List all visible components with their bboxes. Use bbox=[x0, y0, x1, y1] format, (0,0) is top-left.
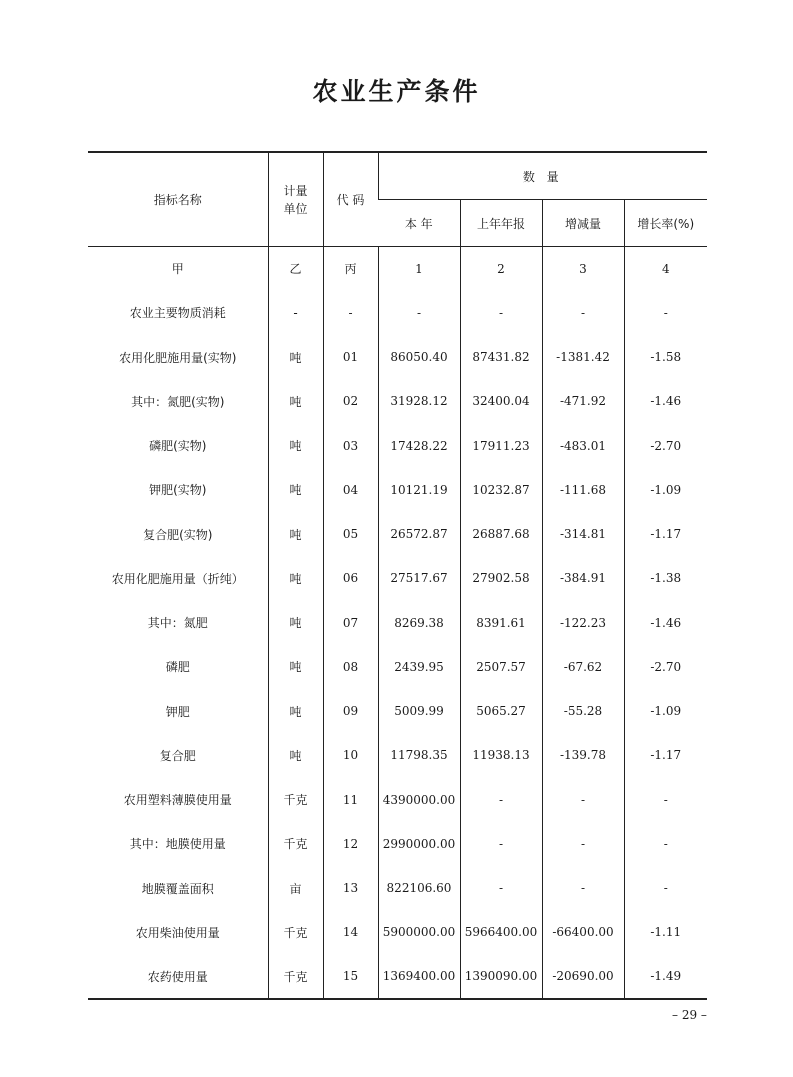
cell-indicator-name: 复合肥(实物) bbox=[143, 527, 213, 542]
cell-code: 03 bbox=[323, 424, 378, 468]
header-quantity: 数 量 bbox=[378, 152, 707, 200]
cell-growth-rate: -1.46 bbox=[624, 601, 707, 645]
header-indicator-name: 指标名称 bbox=[88, 152, 268, 247]
cell-code: 01 bbox=[323, 335, 378, 379]
cell-current-year: 86050.40 bbox=[378, 335, 460, 379]
table-row bbox=[88, 645, 707, 689]
table-row bbox=[88, 335, 707, 379]
cell-change: - bbox=[542, 778, 624, 822]
cell-code: 07 bbox=[323, 601, 378, 645]
table-row bbox=[88, 424, 707, 468]
cell-change: -66400.00 bbox=[542, 910, 624, 954]
table-row bbox=[88, 778, 707, 822]
cell-growth-rate: -1.17 bbox=[624, 733, 707, 777]
cell-unit: 吨 bbox=[268, 645, 323, 689]
cell-indicator-name: 地膜覆盖面积 bbox=[141, 881, 214, 896]
cell-indicator-name: 其中：氮肥 bbox=[147, 616, 208, 631]
cell-previous-year: 27902.58 bbox=[460, 556, 542, 600]
cell-code: 06 bbox=[323, 556, 378, 600]
cell-change: -139.78 bbox=[542, 733, 624, 777]
cell-current-year: 27517.67 bbox=[378, 556, 460, 600]
table-row bbox=[88, 822, 707, 866]
cell-previous-year: 87431.82 bbox=[460, 335, 542, 379]
cell-growth-rate: -1.46 bbox=[624, 379, 707, 423]
cell-change: -314.81 bbox=[542, 512, 624, 556]
cell-unit: 吨 bbox=[268, 468, 323, 512]
header-change: 增减量 bbox=[542, 200, 624, 247]
cell-current-year: 11798.35 bbox=[378, 733, 460, 777]
cell-current-year: 2990000.00 bbox=[378, 822, 460, 866]
cell-change: -20690.00 bbox=[542, 955, 624, 999]
cell-change: -471.92 bbox=[542, 379, 624, 423]
cell-previous-year: 5966400.00 bbox=[460, 910, 542, 954]
cell-unit: 吨 bbox=[268, 601, 323, 645]
cell-code: 丙 bbox=[323, 247, 378, 291]
cell-growth-rate: -2.70 bbox=[624, 424, 707, 468]
cell-indicator-name: 磷肥 bbox=[165, 660, 190, 675]
cell-change: - bbox=[542, 866, 624, 910]
cell-code: - bbox=[323, 291, 378, 335]
cell-code: 08 bbox=[323, 645, 378, 689]
cell-change: -67.62 bbox=[542, 645, 624, 689]
cell-growth-rate: - bbox=[624, 866, 707, 910]
cell-previous-year: 8391.61 bbox=[460, 601, 542, 645]
table-row bbox=[88, 689, 707, 733]
cell-previous-year: 10232.87 bbox=[460, 468, 542, 512]
cell-unit: 吨 bbox=[268, 424, 323, 468]
cell-unit: 吨 bbox=[268, 512, 323, 556]
cell-growth-rate: -1.38 bbox=[624, 556, 707, 600]
table-row bbox=[88, 910, 707, 954]
cell-change: -111.68 bbox=[542, 468, 624, 512]
header-previous-year: 上年年报 bbox=[460, 200, 542, 247]
cell-change: -384.91 bbox=[542, 556, 624, 600]
cell-indicator-name: 农用塑料薄膜使用量 bbox=[123, 793, 232, 808]
cell-previous-year: 17911.23 bbox=[460, 424, 542, 468]
cell-code: 04 bbox=[323, 468, 378, 512]
cell-code: 10 bbox=[323, 733, 378, 777]
cell-current-year: 17428.22 bbox=[378, 424, 460, 468]
cell-current-year: 1369400.00 bbox=[378, 955, 460, 999]
cell-code: 14 bbox=[323, 910, 378, 954]
cell-code: 11 bbox=[323, 778, 378, 822]
cell-code: 15 bbox=[323, 955, 378, 999]
cell-change: -122.23 bbox=[542, 601, 624, 645]
cell-indicator-name: 农用柴油使用量 bbox=[135, 925, 220, 940]
cell-growth-rate: - bbox=[624, 291, 707, 335]
cell-current-year: 1 bbox=[378, 247, 460, 291]
header-growth-rate: 增长率(%) bbox=[624, 200, 707, 247]
cell-current-year: 8269.38 bbox=[378, 601, 460, 645]
cell-previous-year: 5065.27 bbox=[460, 689, 542, 733]
cell-growth-rate: 4 bbox=[624, 247, 707, 291]
table-row bbox=[88, 247, 707, 291]
cell-change: 3 bbox=[542, 247, 624, 291]
cell-current-year: 822106.60 bbox=[378, 866, 460, 910]
cell-indicator-name: 复合肥 bbox=[159, 748, 196, 763]
cell-previous-year: - bbox=[460, 822, 542, 866]
table-row bbox=[88, 733, 707, 777]
cell-code: 02 bbox=[323, 379, 378, 423]
cell-growth-rate: - bbox=[624, 822, 707, 866]
cell-indicator-name: 其中：地膜使用量 bbox=[129, 837, 226, 852]
cell-unit: - bbox=[268, 291, 323, 335]
cell-growth-rate: -1.17 bbox=[624, 512, 707, 556]
cell-previous-year: 26887.68 bbox=[460, 512, 542, 556]
table-row bbox=[88, 556, 707, 600]
cell-growth-rate: -1.09 bbox=[624, 468, 707, 512]
cell-unit: 吨 bbox=[268, 335, 323, 379]
cell-change: - bbox=[542, 822, 624, 866]
cell-previous-year: 32400.04 bbox=[460, 379, 542, 423]
cell-previous-year: 1390090.00 bbox=[460, 955, 542, 999]
cell-current-year: 5009.99 bbox=[378, 689, 460, 733]
table-row bbox=[88, 291, 707, 335]
cell-previous-year: - bbox=[460, 866, 542, 910]
cell-current-year: 2439.95 bbox=[378, 645, 460, 689]
cell-previous-year: 2507.57 bbox=[460, 645, 542, 689]
cell-growth-rate: -1.09 bbox=[624, 689, 707, 733]
page-number: – 29 – bbox=[672, 1008, 707, 1022]
table-row bbox=[88, 512, 707, 556]
header-code: 代 码 bbox=[323, 152, 378, 247]
cell-code: 12 bbox=[323, 822, 378, 866]
cell-current-year: 5900000.00 bbox=[378, 910, 460, 954]
page-title: 农业生产条件 bbox=[312, 77, 481, 106]
cell-code: 13 bbox=[323, 866, 378, 910]
cell-growth-rate: -1.58 bbox=[624, 335, 707, 379]
cell-current-year: 26572.87 bbox=[378, 512, 460, 556]
header-unit: 计量单位 bbox=[268, 152, 323, 247]
cell-current-year: 31928.12 bbox=[378, 379, 460, 423]
cell-unit: 吨 bbox=[268, 556, 323, 600]
table-row bbox=[88, 866, 707, 910]
cell-change: -55.28 bbox=[542, 689, 624, 733]
cell-growth-rate: -1.11 bbox=[624, 910, 707, 954]
cell-indicator-name: 农用化肥施用量(实物) bbox=[119, 350, 237, 365]
cell-unit: 吨 bbox=[268, 733, 323, 777]
cell-indicator-name: 钾肥 bbox=[165, 704, 190, 719]
cell-previous-year: - bbox=[460, 778, 542, 822]
cell-unit: 乙 bbox=[268, 247, 323, 291]
cell-current-year: - bbox=[378, 291, 460, 335]
table-row bbox=[88, 379, 707, 423]
cell-unit: 吨 bbox=[268, 379, 323, 423]
cell-growth-rate: - bbox=[624, 778, 707, 822]
cell-indicator-name: 其中：氮肥(实物) bbox=[131, 394, 225, 409]
cell-growth-rate: -2.70 bbox=[624, 645, 707, 689]
cell-current-year: 4390000.00 bbox=[378, 778, 460, 822]
cell-previous-year: 11938.13 bbox=[460, 733, 542, 777]
cell-unit: 千克 bbox=[268, 778, 323, 822]
table-row bbox=[88, 601, 707, 645]
cell-current-year: 10121.19 bbox=[378, 468, 460, 512]
cell-unit: 吨 bbox=[268, 689, 323, 733]
cell-previous-year: - bbox=[460, 291, 542, 335]
cell-unit: 千克 bbox=[268, 955, 323, 999]
header-current-year: 本 年 bbox=[378, 200, 460, 247]
table-row bbox=[88, 955, 707, 999]
cell-indicator-name: 甲 bbox=[171, 262, 184, 277]
statistics-table bbox=[88, 151, 707, 1000]
cell-unit: 千克 bbox=[268, 910, 323, 954]
cell-change: -483.01 bbox=[542, 424, 624, 468]
cell-unit: 千克 bbox=[268, 822, 323, 866]
cell-change: -1381.42 bbox=[542, 335, 624, 379]
cell-growth-rate: -1.49 bbox=[624, 955, 707, 999]
cell-indicator-name: 农药使用量 bbox=[88, 955, 268, 999]
cell-indicator-name: 钾肥(实物) bbox=[149, 483, 207, 498]
cell-code: 09 bbox=[323, 689, 378, 733]
cell-unit: 亩 bbox=[268, 866, 323, 910]
cell-indicator-name: 农用化肥施用量（折纯） bbox=[111, 571, 244, 586]
table-row bbox=[88, 468, 707, 512]
cell-indicator-name: 磷肥(实物) bbox=[149, 439, 207, 454]
cell-indicator-name: 农业主要物质消耗 bbox=[129, 306, 226, 321]
cell-code: 05 bbox=[323, 512, 378, 556]
cell-change: - bbox=[542, 291, 624, 335]
cell-previous-year: 2 bbox=[460, 247, 542, 291]
